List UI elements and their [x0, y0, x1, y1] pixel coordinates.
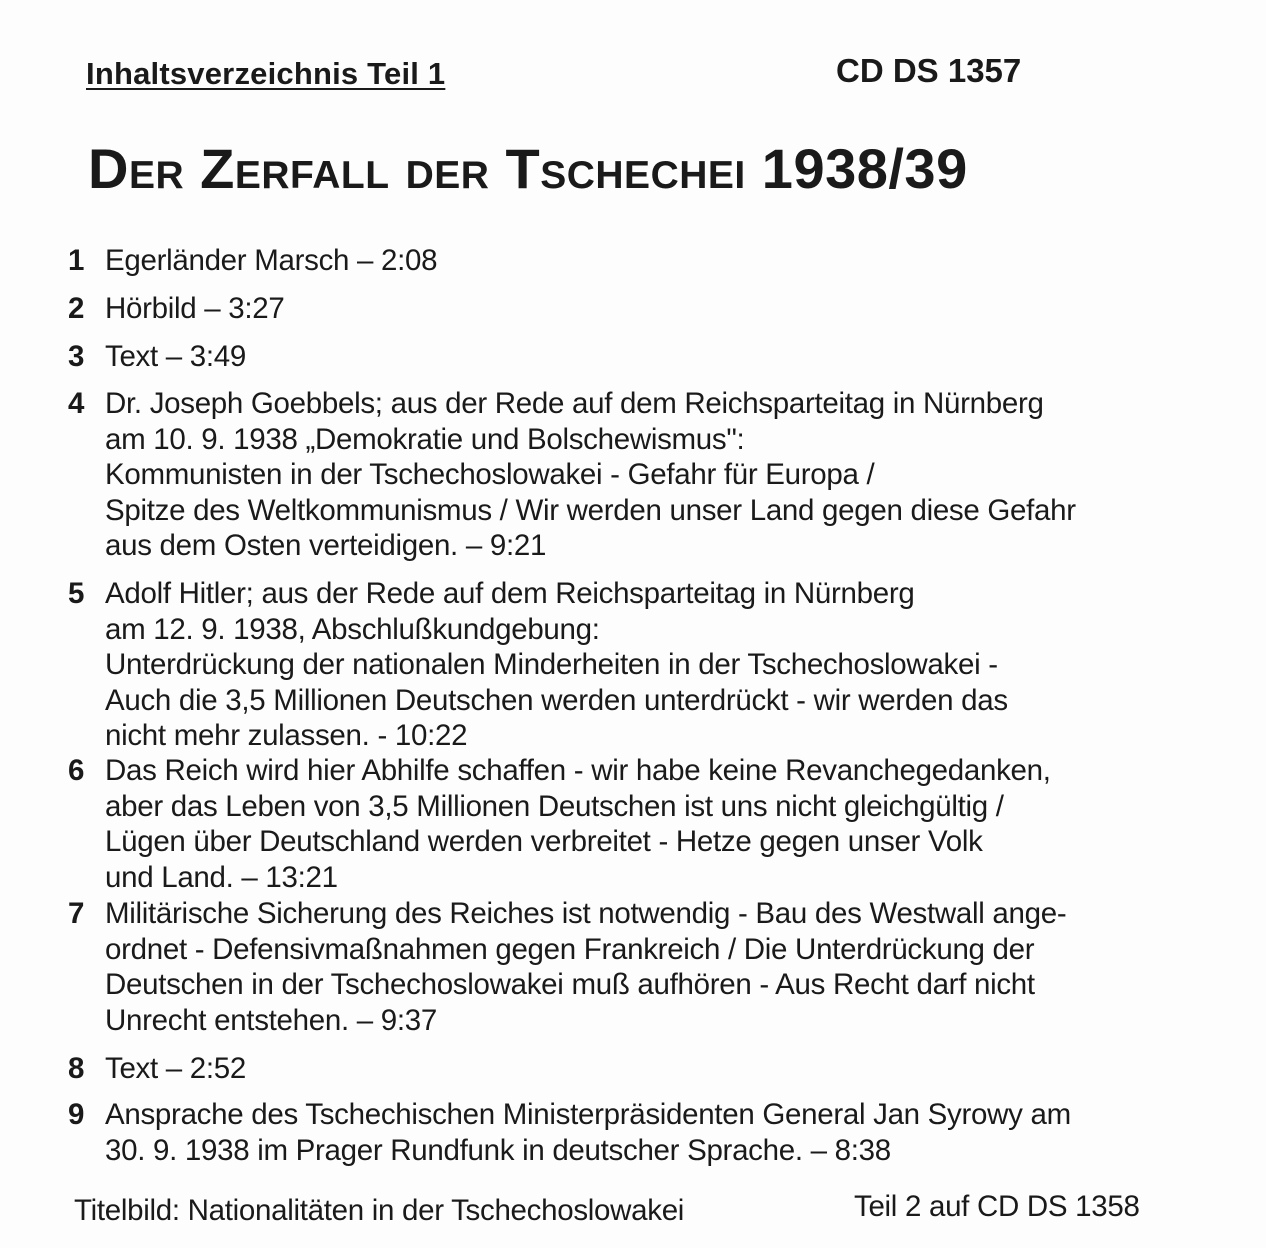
track-description: Adolf Hitler; aus der Rede auf dem Reichsparteitag in Nürnberg am 12. 9. 1938, Abschlußkundgebung: Unterdrückung der nationalen Minderheiten in der Tschechoslowakei - Auch die 3,5 Millionen Deutschen werden unterdrückt - wir werden das nicht mehr zulassen. - 10:22 [105, 577, 1008, 752]
track-description: Das Reich wird hier Abhilfe schaffen - wir habe keine Revanchegedanken, aber das Leben von 3,5 Millionen Deutschen ist uns nicht gleichgültig / Lügen über Deutschland werden verbreitet - Hetze gegen unser Volk und Land. – 13:21 [105, 754, 1051, 894]
track-description: Dr. Joseph Goebbels; aus der Rede auf dem Reichsparteitag in Nürnberg am 10. 9. 1938 „Demokratie und Bolschewismus": Kommunisten in der Tschechoslowakei - Gefahr für Europa / Spitze des Weltkommunismus / Wir werden unser Land gegen diese Gefahr aus dem Osten verteidigen. – 9:21 [105, 387, 1076, 562]
track-number: 7 [68, 897, 85, 930]
track-number: 9 [68, 1098, 85, 1131]
track-description: Text – 3:49 [105, 340, 247, 373]
track-description: Militärische Sicherung des Reiches ist notwendig - Bau des Westwall ange- ordnet - Defensivmaßnahmen gegen Frankreich / Die Unterdrückung der Deutschen in der Tschechoslowakei muß aufhören - Aus Recht darf nicht Unrecht entstehen. – 9:37 [105, 897, 1067, 1037]
track-number: 3 [68, 340, 85, 373]
track-number: 8 [68, 1052, 85, 1085]
track-number: 2 [68, 292, 85, 325]
track-description: Ansprache des Tschechischen Ministerpräsidenten General Jan Syrowy am 30. 9. 1938 im Prager Rundfunk in deutscher Sprache. – 8:38 [105, 1098, 1071, 1167]
part-two-note: Teil 2 auf CD DS 1358 [854, 1190, 1140, 1223]
track-description: Hörbild – 3:27 [105, 292, 285, 325]
track-description: Egerländer Marsch – 2:08 [105, 244, 438, 277]
catalog-number: CD DS 1357 [836, 52, 1022, 89]
subtitle-heading: Inhaltsverzeichnis Teil 1 [86, 56, 446, 91]
track-number: 6 [68, 754, 85, 787]
track-number: 4 [68, 387, 85, 420]
track-description: Text – 2:52 [105, 1052, 247, 1085]
track-number: 1 [68, 244, 85, 277]
cover-note: Titelbild: Nationalitäten in der Tschechoslowakei [74, 1194, 685, 1227]
track-number: 5 [68, 577, 85, 610]
main-title: Der Zerfall der Tschechei 1938/39 [88, 137, 968, 200]
